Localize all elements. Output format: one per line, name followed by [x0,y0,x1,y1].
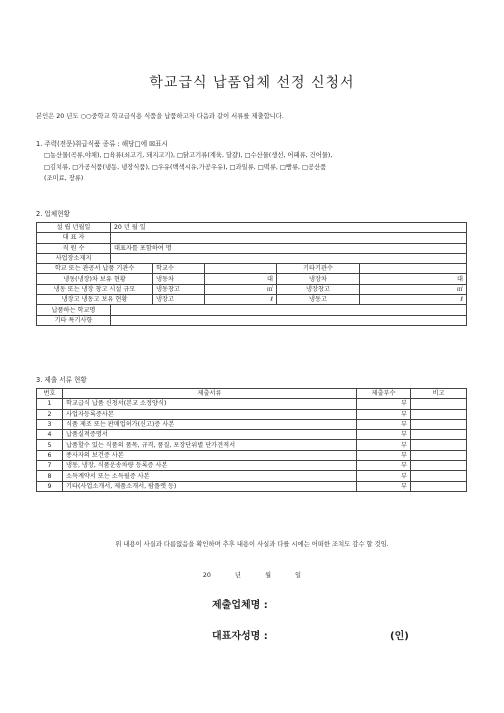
food-category-line: □농산물(곡류,야채), □육류(쇠고기, 돼지고기), □닭고기류(계육, 달걀), □수산물(생선, 어패류, 건어물), [44,152,333,159]
freezer-label: 냉동고 [277,295,360,305]
table-row [37,223,467,233]
food-category-list [44,150,474,185]
schools-label: 납품하는 학교명 [37,305,111,315]
row-remarks[interactable] [411,419,467,429]
table-row [37,450,467,460]
fridge-storage-label: 냉장창고 [277,284,360,294]
row-copies[interactable]: 부 [357,461,411,471]
row-doc: 납품할수 있는 식품의 품목, 규격, 품질, 포장단위별 단가견적서 [63,440,357,450]
table-row [37,481,467,491]
table-row [37,305,467,315]
table-row [37,399,467,409]
other-notes-label: 기타 특기사항 [37,315,111,325]
other-notes-value[interactable] [111,315,467,325]
table-header-row [37,389,467,399]
header-no: 번호 [37,389,63,399]
row-copies[interactable]: 부 [357,481,411,491]
table-row [37,461,467,471]
row-no: 7 [37,461,63,471]
table-row [37,284,467,294]
row-no: 6 [37,450,63,460]
fridge-storage-value[interactable]: ㎡ [360,284,467,294]
row-doc: 납품실적증명서 [63,430,357,440]
ceo-value[interactable] [111,233,467,243]
row-doc: 사업자등록증사본 [63,409,357,419]
company-status-table [36,222,467,326]
table-row [37,440,467,450]
address-value[interactable] [111,253,467,263]
row-no: 3 [37,419,63,429]
table-row [37,471,467,481]
row-no: 9 [37,481,63,491]
staff-value[interactable]: 대표자를 포함하여 명 [111,243,467,253]
intro-text: 본인은 20 년도 ○○중학교 학교급식용 식품을 납품하고자 다음과 같이 서류를 제출합니다. [36,113,284,120]
row-remarks[interactable] [411,440,467,450]
food-category-line: □김치류, □가공식품(냉동, 냉장식품), □우유(백색시유,가공우유), □과일류, □떡류, □빵류, □공산품 [44,163,327,171]
row-remarks[interactable] [411,481,467,491]
row-remarks[interactable] [411,471,467,481]
confirmation-text: 위 내용이 사실과 다름없음을 확인하며 추후 내용이 사실과 다를 시에는 어떠한 조치도 감수 할 것임. [115,541,389,548]
address-label: 사업장소재지 [37,253,111,263]
row-copies[interactable]: 부 [357,409,411,419]
header-remarks: 비고 [411,389,467,399]
row-doc: 종사자의 보건증 사본 [63,450,357,460]
section2-heading: 2. 업체현황 [36,210,70,218]
table-row [37,430,467,440]
school-count-label: 학교수 [153,264,205,274]
row-no: 5 [37,440,63,450]
row-copies[interactable]: 부 [357,471,411,481]
row-no: 4 [37,430,63,440]
vehicle-label: 냉동(냉장)차 보유 현황 [37,274,153,284]
schools-value[interactable] [111,305,467,315]
other-count-value[interactable] [360,264,467,274]
freezer-value[interactable]: ℓ [360,295,467,305]
representative-name-label: 대표자성명 : [212,631,268,642]
row-copies[interactable]: 부 [357,440,411,450]
fridge-label: 냉장고 [153,295,205,305]
row-no: 1 [37,399,63,409]
header-doc: 제출서류 [63,389,357,399]
row-doc: 식품 제조 또는 판매업허가(신고)증 사본 [63,419,357,429]
fridge-car-label: 냉장차 [277,274,360,284]
established-label: 설 립 년월일 [37,223,111,233]
row-copies[interactable]: 부 [357,430,411,440]
storage-label: 냉동 또는 냉장 창고 시설 규모 [37,284,153,294]
row-no: 2 [37,409,63,419]
row-copies[interactable]: 부 [357,450,411,460]
row-no: 8 [37,471,63,481]
signature-date: 20 년 월 일 [202,572,302,579]
fridge-value[interactable]: ℓ [205,295,277,305]
school-count-value[interactable] [205,264,277,274]
submitted-docs-table [36,388,467,492]
supply-count-label: 학교 또는 관공서 납품 기관수 [37,264,153,274]
row-remarks[interactable] [411,399,467,409]
row-doc: 냉동, 냉장, 식품운송차량 등록증 사본 [63,461,357,471]
seal-mark: (인) [390,631,409,642]
row-copies[interactable]: 부 [357,399,411,409]
table-row [37,274,467,284]
header-copies: 제출부수 [357,389,411,399]
row-doc: 학교급식 납품 신청서(본교 소정양식) [63,399,357,409]
table-row [37,264,467,274]
fridge-car-value[interactable]: 대 [360,274,467,284]
section1-heading: 1. 주력(전문)취급식품 종류 : 해당□에 ☒표시 [36,140,168,148]
row-copies[interactable]: 부 [357,419,411,429]
table-row [37,295,467,305]
row-doc: 소득계약서 또는 소득필증 사본 [63,471,357,481]
food-category-line: (조미료, 장류) [44,175,84,182]
row-remarks[interactable] [411,450,467,460]
table-row [37,409,467,419]
table-row [37,233,467,243]
freezer-car-label: 냉동차 [153,274,205,284]
ceo-label: 대 표 자 [37,233,111,243]
freezer-storage-value[interactable]: ㎡ [205,284,277,294]
established-value[interactable]: 20 년 월 일 [111,223,467,233]
table-row [37,253,467,263]
other-count-label: 기타기관수 [277,264,360,274]
freezer-storage-label: 냉동창고 [153,284,205,294]
row-remarks[interactable] [411,430,467,440]
form-title: 학교급식 납품업체 선정 신청서 [149,75,355,91]
table-row [37,419,467,429]
row-doc: 기타(사업소개서, 제품소개서, 팜플렛 등) [63,481,357,491]
table-row [37,243,467,253]
warehouse-label: 냉장고 냉동고 보유 현황 [37,295,153,305]
row-remarks[interactable] [411,409,467,419]
table-row [37,315,467,325]
row-remarks[interactable] [411,461,467,471]
freezer-car-value[interactable]: 대 [205,274,277,284]
company-name-label: 제출업체명 : [212,600,268,611]
section3-heading: 3. 제출 서류 현황 [36,376,87,384]
staff-label: 직 원 수 [37,243,111,253]
